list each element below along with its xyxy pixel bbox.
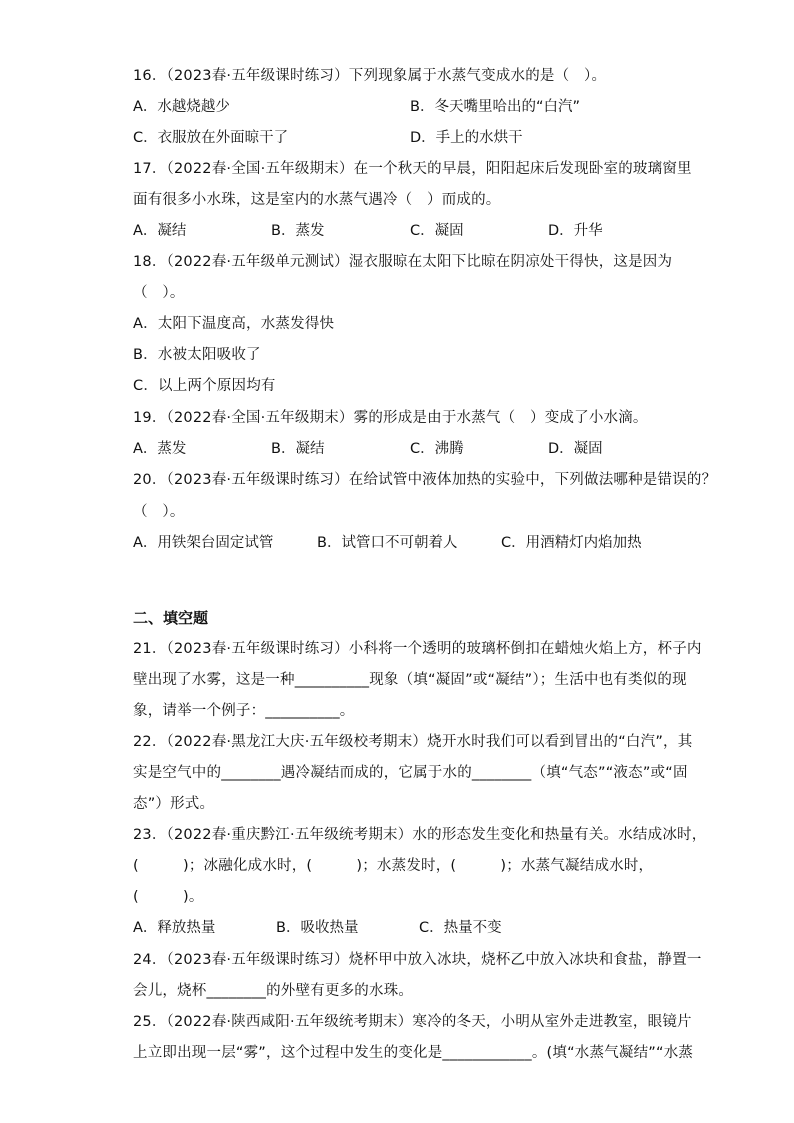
question-20-line1: 20．（2023春·五年级课时练习）在给试管中液体加热的实验中，下列做法哪种是错误的？ [133,472,717,488]
question-25-line1: 25．（2022春·陕西咸阳·五年级统考期末）寒冷的冬天，小明从室外走进教室，眼镜片 [133,1014,692,1030]
option-a: A．水越烧越少 [133,99,230,115]
question-17-line1: 17．（2022春·全国·五年级期末）在一个秋天的早晨，阳阳起床后发现卧室的玻璃窗里 [133,161,692,177]
option-b: B．冬天嘴里哈出的“白汽” [410,99,580,115]
question-23-line1: 23．（2022春·重庆黔江·五年级统考期末）水的形态发生变化和热量有关。水结成冰时， [133,827,707,843]
question-22-line2: 实是空气中的________遇冷凝结而成的，它属于水的________（填“气态”“液态”或“固 [133,765,688,781]
option-c: C．衣服放在外面晾干了 [133,130,289,146]
option-c: C．以上两个原因均有 [133,378,276,394]
option-a: A．释放热量 [133,920,216,936]
question-22-line1: 22．（2022春·黑龙江大庆·五年级校考期末）烧开水时我们可以看到冒出的“白汽”，其 [133,734,693,750]
question-24-line2: 会儿，烧杯________的外壁有更多的水珠。 [133,983,414,999]
option-b: B．蒸发 [271,223,325,239]
option-c: C．凝固 [410,223,464,239]
option-c: C．沸腾 [410,441,464,457]
question-18-line1: 18．（2022春·五年级单元测试）湿衣服晾在太阳下比晾在阴凉处干得快，这是因为 [133,254,673,270]
question-23-line3: ( )。 [133,889,204,905]
question-19: 19．（2022春·全国·五年级期末）雾的形成是由于水蒸气（ ）变成了小水滴。 [133,410,648,426]
option-a: A．太阳下温度高，水蒸发得快 [133,316,335,332]
option-c: C．用酒精灯内焰加热 [501,535,642,551]
option-b: B．水被太阳吸收了 [133,347,261,363]
option-a: A．凝结 [133,223,187,239]
question-16: 16．（2023春·五年级课时练习）下列现象属于水蒸气变成水的是（ ）。 [133,68,607,84]
question-25-line2: 上立即出现一层“雾”，这个过程中发生的变化是____________。(填“水蒸气凝结”“水蒸 [133,1045,694,1061]
question-18-line2: （ ）。 [133,285,185,301]
question-23-line2: ( )；冰融化成水时，( )；水蒸发时，( )；水蒸气凝结成水时， [133,858,654,874]
option-b: B．试管口不可朝着人 [317,535,458,551]
option-d: D．凝固 [548,441,603,457]
question-17-line2: 面有很多小水珠，这是室内的水蒸气遇冷（ ）而成的。 [133,192,501,208]
option-a: A．用铁架台固定试管 [133,535,274,551]
section-heading: 二、填空题 [133,609,209,627]
option-a: A．蒸发 [133,441,187,457]
question-21-line2: 壁出现了水雾，这是一种__________现象（填“凝固”或“凝结”）；生活中也有类似的现 [133,672,687,688]
question-21-line1: 21．（2023春·五年级课时练习）小科将一个透明的玻璃杯倒扣在蜡烛火焰上方，杯子内 [133,641,702,657]
option-d: D．升华 [548,223,603,239]
option-d: D．手上的水烘干 [410,130,523,146]
option-c: C．热量不变 [419,920,502,936]
option-b: B．吸收热量 [276,920,359,936]
question-22-line3: 态”）形式。 [133,796,215,812]
question-20-line2: （ ）。 [133,504,185,520]
question-24-line1: 24．（2023春·五年级课时练习）烧杯甲中放入冰块，烧杯乙中放入冰块和食盐，静置一 [133,952,702,968]
question-21-line3: 象，请举一个例子：__________。 [133,703,355,719]
option-b: B．凝结 [271,441,325,457]
